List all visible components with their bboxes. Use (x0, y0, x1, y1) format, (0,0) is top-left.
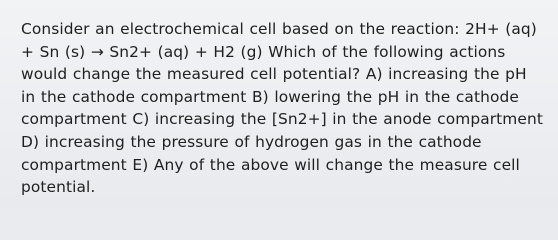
question-text: Consider an electrochemical cell based on the reaction: 2H+ (aq) + Sn (s) → Sn2+ (aq) + H2 (g) Which of the following actions would change the measured cell potential? A) increasing the pH in the cathode compartment B) lowering the pH in the cathode compartment C) increasing the [Sn2+] in the anode compartment D) increasing the pressure of hydrogen gas in the cathode compartment E) Any of the above will change the measure cell potential. (21, 20, 543, 197)
